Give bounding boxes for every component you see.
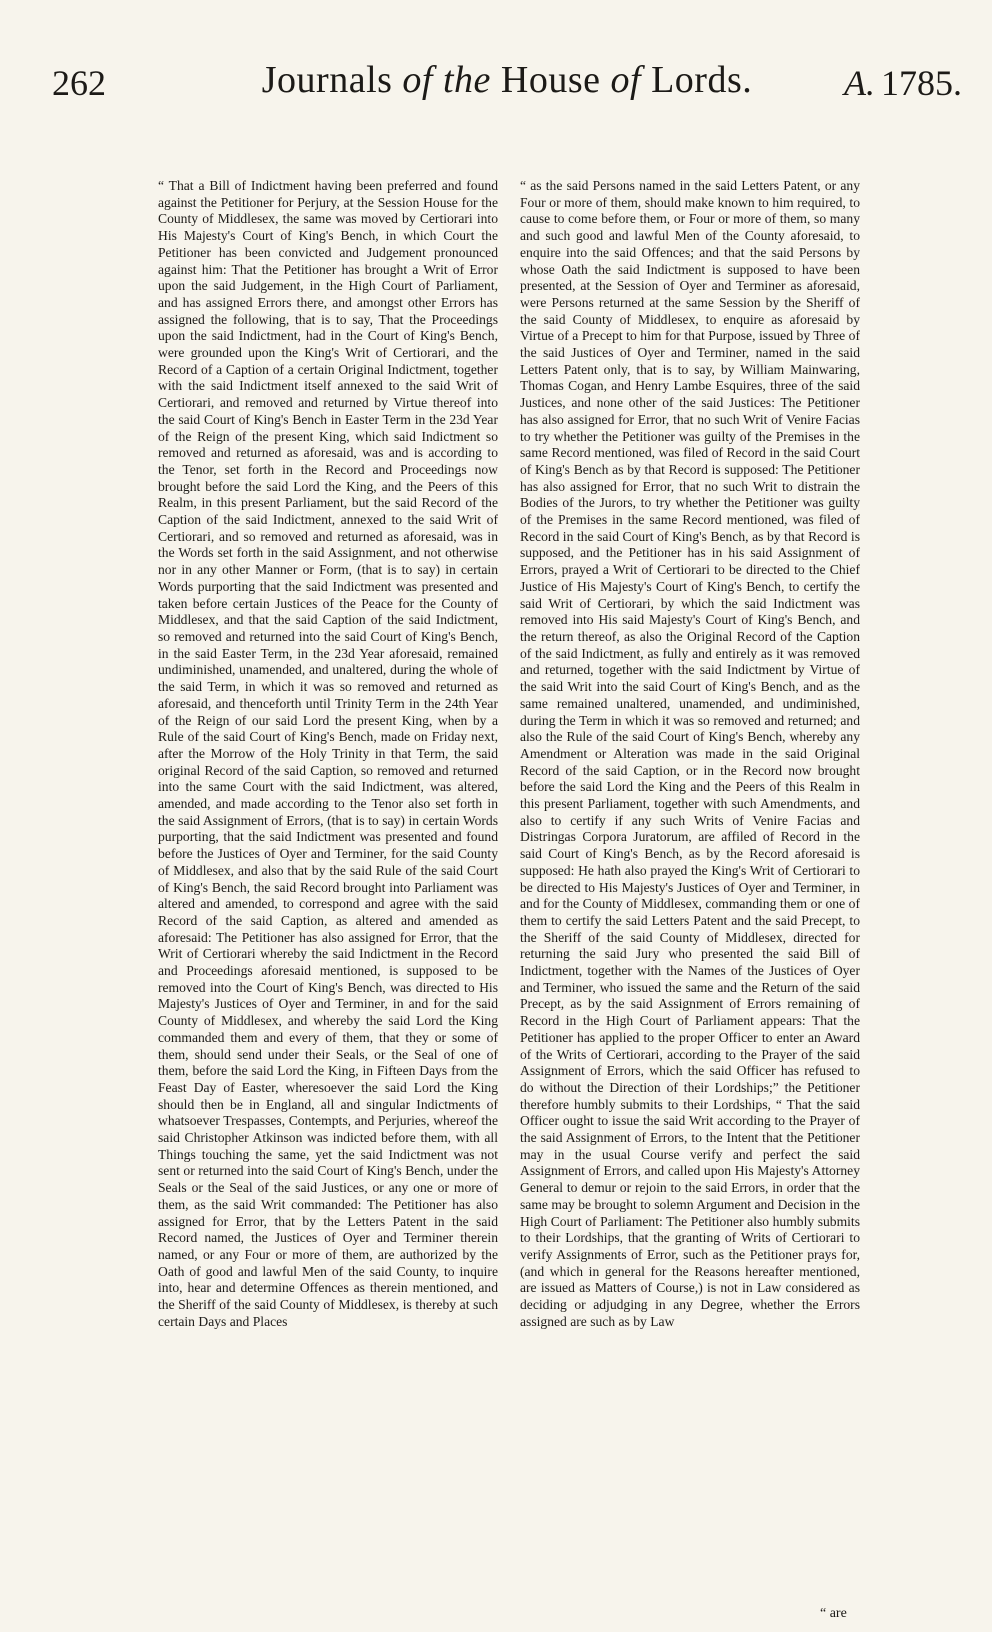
year-value: 1785.	[881, 63, 962, 103]
title-lords: Lords.	[651, 59, 753, 101]
right-column-text: “ as the said Persons named in the said Letters Patent, or any Four or more of them, should make known to him required, to cause to come before them, or Four or more of them, so many and such good and lawful Men of the County aforesaid, to enquire into the said Offences; and that the said Persons by whose Oath the said Indictment is supposed to have been presented, at the Session of Oyer and Terminer as aforesaid, were Persons returned at the same Session by the Sheriff of the said County of Middlesex, to enquire as aforesaid by Virtue of a Precept to him for that Purpose, issued by Three of the said Justices of Oyer and Terminer, named in the said Letters Patent only, that is to say, by William Mainwaring, Thomas Cogan, and Henry Lambe Esquires, three of the said Justices, and none other of the said Justices: The Petitioner has also assigned for Error, that no such Writ of Venire Facias to try whether the Petitioner was guilty of the Premises in the same Record mentioned, was filed of Record in the said Court of King's Bench as by that Record is supposed: The Petitioner has also assigned for Error, that no such Writ to distrain the Bodies of the Jurors, to try whether the Petitioner was guilty of the Premises in the same Record mentioned, was filed of Record in the said Court of King's Bench, as by that Record is supposed, and the Petitioner has in his said Assignment of Errors, prayed a Writ of Certiorari to be directed to the Chief Justice of His Majesty's Court of King's Bench, to certify the said Writ of Certiorari, by which the said Indictment was removed into His said Majesty's Court of King's Bench, and the return thereof, as also the Original Record of the Caption of the said Indictment, as fully and entirely as it was removed and returned, together with the said Indictment by Virtue of the said Writ into the said Court of King's Bench, and as the same remained unaltered, unamended, and undiminished, during the Term in which it was so removed and returned; and also the Rule of the said Court of King's Bench, whereby any Amendment or Alteration was made in the said Original Record of the said Caption, or in the Record now brought before the said Lord the King and the Peers of this Realm in this present Parliament, together with such Amendments, and also to certify if any such Writs of Venire Facias and Distringas Corpora Juratorum, are affiled of Record in the said Court of King's Bench, as by the Record aforesaid is supposed: He hath also prayed the King's Writ of Certiorari to be directed to His Majesty's Justices of Oyer and Terminer, in and for the County of Middlesex, commanding them or one of them to certify the said Letters Patent and the said Precept, to the Sheriff of the said County of Middlesex, directed for returning the said Jury who presented the said Bill of Indictment, together with the Names of the Justices of Oyer and Terminer, who issued the same and the Return of the said Precept, as by the said Assignment of Errors remaining of Record in the High Court of Parliament appears: That the Petitioner has applied to the proper Officer to enter an Award of the Writs of Certiorari, according to the Prayer of the said Assignment of Errors, which the said Officer has refused to do without the Direction of their Lordships;” the Petitioner therefore humbly submits to their Lordships, “ That the said Officer ought to issue the said Writ according to the Prayer of the said Assignment of Errors, to the Intent that the Petitioner may in the usual Course verify and perfect the said Assignment of Errors, and called upon His Majesty's Attorney General to demur or rejoin to the said Errors, in order that the same may be brought to solemn Argument and Decision in the High Court of Parliament: The Petitioner also humbly submits to their Lordships, that the granting of Writs of Certiorari to verify Assignments of Error, such as the Petitioner prays for, (and which in general for the Reasons hereafter mentioned, are issued as Matters of Course,) is not in Law considered as deciding or adjudging in any Degree, whether the Errors assigned are such as by Law	[520, 178, 860, 1329]
left-column-text: “ That a Bill of Indictment having been preferred and found against the Petitioner for Perjury, at the Session House for the County of Middlesex, the same was moved by Certiorari into His Majesty's Court of King's Bench, in which Court the Petitioner has been convicted and Judgement pronounced against him: That the Petitioner has brought a Writ of Error upon the said Judgement, in the High Court of Parliament, and has assigned Errors there, and amongst other Errors has assigned the following, that is to say, That the Proceedings upon the said Indictment, had in the Court of King's Bench, were grounded upon the King's Writ of Certiorari, and the Record of a Caption of a certain Original Indictment, together with the said Indictment itself annexed to the said Writ of Certiorari, and removed and returned by Virtue thereof into the said Court of King's Bench in Easter Term in the 23d Year of the Reign of the present King, which said Indictment so removed and returned as aforesaid, was and is according to the Tenor, set forth in the Record and Proceedings now brought before the said Lord the King, and the Peers of this Realm, in this present Parliament, but the said Record of the Caption of the said Indictment, annexed to the said Writ of Certiorari, and so removed and returned as aforesaid, was in the Words set forth in the said Assignment, and not otherwise nor in any other Manner or Form, (that is to say) in certain Words purporting that the said Indictment was presented and taken before certain Justices of the Peace for the County of Middlesex, and that the said Caption of the said Indictment, so removed and returned into the said Court of King's Bench, in the said Easter Term, in the 23d Year aforesaid, remained undiminished, unamended, and unaltered, during the whole of the said Term, in which it was so removed and returned as aforesaid, and thenceforth until Trinity Term in the 24th Year of the Reign of our said Lord the present King, when by a Rule of the said Court of King's Bench, made on Friday next, after the Morrow of the Holy Trinity in that Term, the said original Record of the said Caption, so removed and returned into the same Court with the said Indictment, was altered, amended, and made according to the Tenor also set forth in the said Assignment of Errors, (that is to say) in certain Words purporting, that the said Indictment was presented and found before the Justices of Oyer and Terminer, for the said County of Middlesex, and also that by the said Rule of the said Court of King's Bench, the said Record brought into Parliament was altered and amended, to correspond and agree with the said Record of the said Caption, as altered and amended as aforesaid: The Petitioner has also assigned for Error, that the Writ of Certiorari whereby the said Indictment in the Record and Proceedings aforesaid mentioned, is supposed to be removed into the Court of King's Bench, was directed to His Majesty's Justices of Oyer and Terminer, in and for the said County of Middlesex, and whereby the said Lord the King commanded them and every of them, that they or some of them, should send under their Seals, or the Seal of one of them, before the said Lord the King, in Fifteen Days from the Feast Day of Easter, wheresoever the said Lord the King should then be in England, all and singular Indictments of whatsoever Trespasses, Contempts, and Perjuries, whereof the said Christopher Atkinson was indicted before them, with all Things touching the same, yet the said Indictment was not sent or returned into the said Court of King's Bench, under the Seals or the Seal of the said Justices, or any one or more of them, as the said Writ commanded: The Petitioner has also assigned for Error, that by the Letters Patent in the said Record named, the Justices of Oyer and Terminer therein named, or any Four or more of them, are authorized by the Oath of good and lawful Men of the said County, to inquire into, hear and determine Offences as therein mentioned, and the Sheriff of the said County of Middlesex, is thereby at such certain Days and Places	[158, 178, 498, 1329]
year-prefix: A.	[844, 63, 875, 103]
running-title	[52, 58, 962, 102]
page-number: 262	[52, 63, 106, 103]
title-journals: Journals	[261, 59, 393, 101]
catchword: “ are	[820, 1606, 847, 1621]
text-column-left	[158, 178, 498, 1628]
title-of: of	[610, 59, 642, 101]
year-marker	[844, 62, 962, 104]
running-header	[52, 54, 962, 118]
title-of-the: of the	[402, 59, 491, 101]
title-house: House	[500, 59, 601, 101]
text-column-right	[520, 178, 860, 1628]
